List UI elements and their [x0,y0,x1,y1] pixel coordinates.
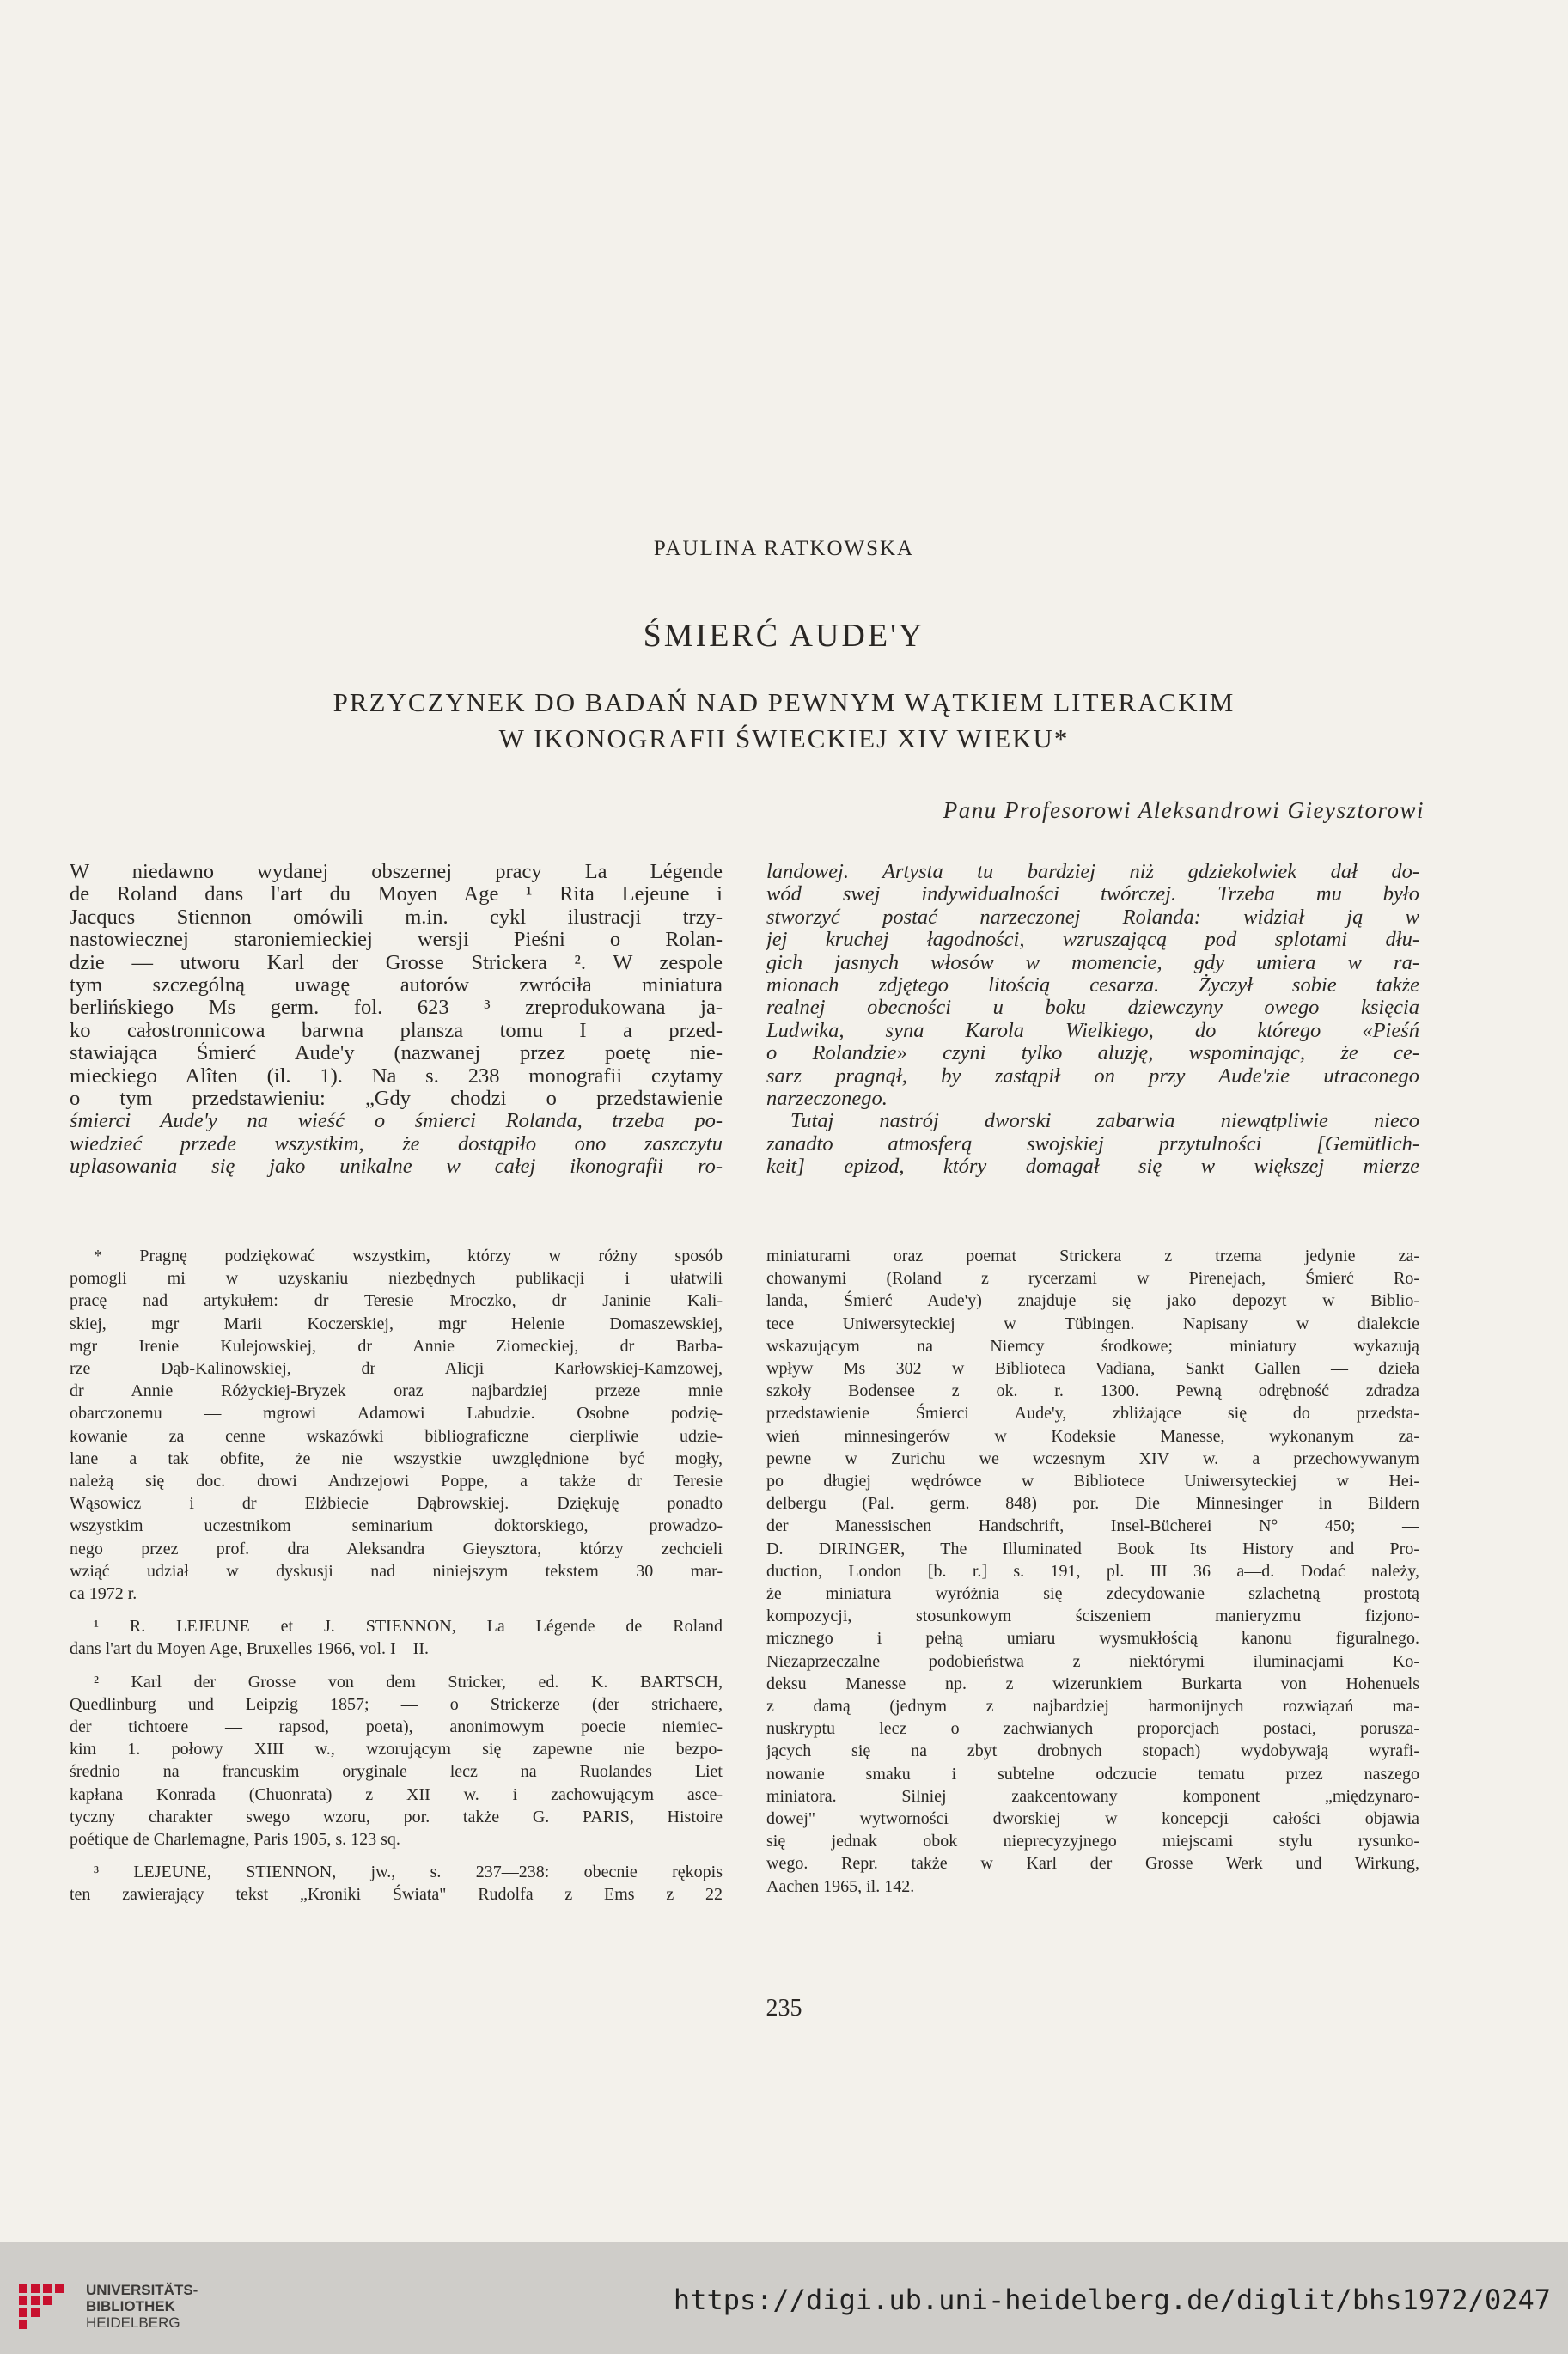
footnote-line: pomogli mi w uzyskaniu niezbędnych publikacji i ułatwili [70,1269,723,1289]
body-line: zanadto atmosferą swojskiej przytulności [Gemütlich- [766,1132,1419,1156]
footnote-line: micznego i pełną umiaru wysmukłością kanonu figuralnego. [766,1629,1419,1649]
body-line: Tutaj nastrój dworski zabarwia niewątpliwie nieco [790,1110,1419,1133]
footnote-line: pewne w Zurichu we wczesnym XIV w. a przechowywanym [766,1448,1419,1468]
footnote-line: kompozycji, stosunkowym ściszeniem manieryzmu fizjono- [766,1607,1419,1626]
body-line: de Roland dans l'art du Moyen Age ¹ Rita Lejeune i [70,883,723,906]
footnote-line: z damą (jednym z najbardziej harmonijnych rozwiązań ma- [766,1697,1419,1717]
footnote-line: wpływ Ms 302 w Biblioteca Vadiana, Sankt Gallen — dzieła [766,1359,1419,1379]
footnote-line: skiej, mgr Marii Koczerskiej, mgr Helenie Domaszewskiej, [70,1314,723,1333]
footnote-line: ³ LEJEUNE, STIENNON, jw., s. 237—238: obecnie rękopis [94,1863,723,1882]
body-text-right-column [766,861,1419,1179]
footnote-line: się jednak obok nieprecyzyjnego miejscami stylu rysunko- [766,1832,1419,1851]
body-line: wiedzieć przede wszystkim, że dostąpiło ono zaszczytu [70,1132,723,1156]
footnote-line: mgr Irenie Kulejowskiej, dr Annie Ziomeckiej, dr Barba- [70,1336,723,1356]
footnote-line: ¹ R. LEJEUNE et J. STIENNON, La Légende de Roland [94,1617,723,1637]
body-line: Ludwika, syna Karola Wielkiego, do którego «Pieśń [766,1019,1419,1042]
footnote-line: że miniatura wyróżnia się zdecydowanie szlachetną prostotą [766,1584,1419,1604]
author-name: PAULINA RATKOWSKA [653,537,915,560]
footnotes-right-column [766,1245,1419,1898]
footnote-line: wskazującym na Niemcy środkowe; miniatury wykazują [766,1336,1419,1356]
body-line: tym szczególną uwagę autorów zwróciła miniatura [70,974,723,997]
library-name[interactable] [86,2282,198,2331]
footnote-line: kowanie za cenne wskazówki bibliograficzne cierpliwie udzie- [70,1426,723,1446]
page-number: 235 [766,1995,802,2022]
footnote-line: poétique de Charlemagne, Paris 1905, s. 123 sq. [70,1830,400,1850]
body-line: śmierci Aude'y na wieść o śmierci Rolanda, trzeba po- [70,1110,723,1133]
footnote-line: obarczonemu — mgrowi Adamowi Labudzie. Osobne podzię- [70,1404,723,1424]
article-subtitle-line-2: W IKONOGRAFII ŚWIECKIEJ XIV WIEKU* [498,723,1070,753]
footnote-line: dr Annie Różyckiej-Bryzek oraz najbardziej przeze mnie [70,1381,723,1401]
footnote-line: ca 1972 r. [70,1584,137,1604]
dedication: Panu Profesorowi Aleksandrowi Gieysztorowi [943,797,1425,823]
body-line: dzie — utworu Karl der Grosse Strickera ². W zespole [70,951,723,974]
footnote-1 [70,1615,723,1660]
footnote-line: średnio na francuskim oryginale lecz na Ruolandes Liet [70,1762,723,1782]
library-name-line: HEIDELBERG [86,2314,180,2331]
permalink-url[interactable]: https://digi.ub.uni-heidelberg.de/diglit/bhs1972/0247 [673,2284,1551,2316]
body-line: W niedawno wydanej obszernej pracy La Légende [70,861,723,883]
body-line: narzeczonego. [766,1088,888,1111]
footnote-line: miniatora. Silniej zaakcentowany komponent „międzynaro- [766,1786,1419,1806]
footnote-line: Wąsowicz i dr Elżbiecie Dąbrowskiej. Dziękuję ponadto [70,1494,723,1514]
footnote-line: landa, Śmierć Aude'y) znajduje się jako depozyt w Biblio- [766,1291,1419,1311]
article-subtitle-line-1: PRZYCZYNEK DO BADAŃ NAD PEWNYM WĄTKIEM LITERACKIM [333,687,1235,717]
body-line: mieckiego Alîten (il. 1). Na s. 238 monografii czytamy [70,1064,723,1088]
footnote-line: chowanymi (Roland z rycerzami w Pirenejach, Śmierć Ro- [766,1269,1419,1289]
body-line: stawiająca Śmierć Aude'y (nazwanej przez poetę nie- [70,1042,723,1065]
university-library-logo-icon[interactable] [15,2281,70,2336]
footnote-line: po długiej wędrówce w Bibliotece Uniwersyteckiej w Hei- [766,1472,1419,1491]
footnote-line: Aachen 1965, il. 142. [766,1876,915,1896]
footnote-star [70,1245,723,1605]
body-line: keit] epizod, który domagał się w większej mierze [766,1156,1419,1179]
footnote-line: miniaturami oraz poemat Strickera z trzema jedynie za- [766,1247,1419,1265]
footnote-line: Niezaprzeczalne podobieństwa z niektórymi iluminacjami Ko- [766,1651,1419,1671]
footnote-line: Quedlinburg und Leipzig 1857; — o Strickerze (der strichaere, [70,1694,723,1714]
library-name-line: UNIVERSITÄTS- [86,2282,198,2298]
footnote-line: wziąć udział w dyskusji nad niniejszym tekstem 30 mar- [70,1561,723,1581]
body-line: Jacques Stiennon omówili m.in. cykl ilustracji trzy- [70,906,723,929]
body-line: uplasowania się jako unikalne w całej ikonografii ro- [70,1156,723,1179]
body-line: realnej obecności u boku dziewczyny owego księcia [766,997,1419,1020]
body-line: stworzyć postać narzeczonej Rolanda: widział ją w [766,906,1419,929]
body-line: wód swej indywidualności twórczej. Trzeba mu było [766,883,1419,906]
body-line: gich jasnych włosów w momencie, gdy umiera w ra- [766,951,1419,974]
body-line: o Rolandzie» czyni tylko aluzję, wspominając, że ce- [766,1042,1419,1065]
footnote-line: wień minnesingerów w Kodeksie Manesse, wykonanym za- [766,1426,1419,1446]
footnote-line: ten zawierający tekst „Kroniki Świata" Rudolfa z Ems z 22 [70,1885,723,1905]
footnote-3 [70,1861,723,1906]
body-line: sarz pragnął, by zastąpił on przy Aude'zie utraconego [766,1064,1419,1088]
footnote-line: nuskryptu lecz o zachwianych proporcjach postaci, porusza- [766,1719,1419,1739]
article-title: ŚMIERĆ AUDE'Y [643,618,925,654]
footnote-line: nego przez prof. dra Aleksandra Gieysztora, którzy zechcieli [70,1539,723,1558]
body-line: jej kruchej łagodności, wzruszającą pod splotami dłu- [766,929,1419,952]
footnote-line: kim 1. połowy XIII w., wzorującym się zapewne nie bezpo- [70,1740,723,1759]
footnote-line: D. DIRINGER, The Illuminated Book Its History and Pro- [766,1539,1419,1558]
footnote-line: tyczny charakter swego wzoru, por. także G. PARIS, Histoire [70,1807,723,1826]
footnote-line: nowanie smaku i subtelne odczucie tematu przez naszego [766,1764,1419,1784]
footnote-line: deksu Manesse np. z wizerunkiem Burkarta von Hohenuels [766,1674,1419,1693]
body-line: o tym przedstawieniu: „Gdy chodzi o przedstawienie [70,1088,723,1111]
body-text-left-column [70,861,723,1179]
footnote-line: ² Karl der Grosse von dem Stricker, ed. K. BARTSCH, [94,1672,723,1692]
footnote-line: tece Uniwersyteckiej w Tübingen. Napisany w dialekcie [766,1314,1419,1333]
footnote-line: der Manessischen Handschrift, Insel-Bücherei N° 450; — [766,1516,1419,1536]
footnote-line: przedstawienie Śmierci Aude'y, zbliżające się do przedsta- [766,1404,1419,1424]
footnote-2 [70,1671,723,1851]
footnote-line: należą się doc. drowi Andrzejowi Poppe, a także dr Teresie [70,1472,723,1491]
footnote-line: wszystkim uczestnikom seminarium doktorskiego, prowadzo- [70,1516,723,1536]
footnote-line: dowej" wytworności dworskiej w koncepcji całości objawia [766,1809,1419,1829]
body-line: nastowiecznej staroniemieckiej wersji Pieśni o Rolan- [70,929,723,952]
footnote-line: wego. Repr. także w Karl der Grosse Werk und Wirkung, [766,1854,1419,1874]
footnote-line: pracę nad artykułem: dr Teresie Mroczko, dr Janinie Kali- [70,1291,723,1311]
footnote-line: duction, London [b. r.] s. 191, pl. III 36 a—d. Dodać należy, [766,1561,1419,1581]
body-line: ko całostronnicowa barwna plansza tomu I a przed- [70,1019,723,1042]
body-line: mionach zdjętego litością cesarza. Życzył sobie także [766,974,1419,997]
footnote-line: kapłana Konrada (Chuonrata) z XII w. i zachowującym asce- [70,1784,723,1804]
footnote-line: lane a tak obfite, że nie wszystkie uwzględnione być mogły, [70,1448,723,1468]
footnote-line: delbergu (Pal. germ. 848) por. Die Minnesinger in Bildern [766,1494,1419,1514]
body-line: berlińskiego Ms germ. fol. 623 ³ zreprodukowana ja- [70,997,723,1020]
footnotes-left-column [70,1245,723,1906]
footnote-line: rze Dąb-Kalinowskiej, dr Alicji Karłowskiej-Kamzowej, [70,1359,723,1379]
footnote-line: szkoły Bodensee z ok. r. 1300. Pewną odrębność zdradza [766,1381,1419,1401]
footnote-line: * Pragnę podziękować wszystkim, którzy w różny sposób [94,1247,723,1265]
footnote-line: jących się na zbyt drobnych stopach) wydobywają wyrafi- [766,1741,1419,1761]
body-line: landowej. Artysta tu bardziej niż gdziekolwiek dał do- [766,861,1419,883]
footnote-line: dans l'art du Moyen Age, Bruxelles 1966, vol. I—II. [70,1639,429,1659]
library-name-line: BIBLIOTHEK [86,2298,175,2314]
footnote-line: der tichtoere — rapsod, poeta), anonimowym poecie niemiec- [70,1717,723,1737]
